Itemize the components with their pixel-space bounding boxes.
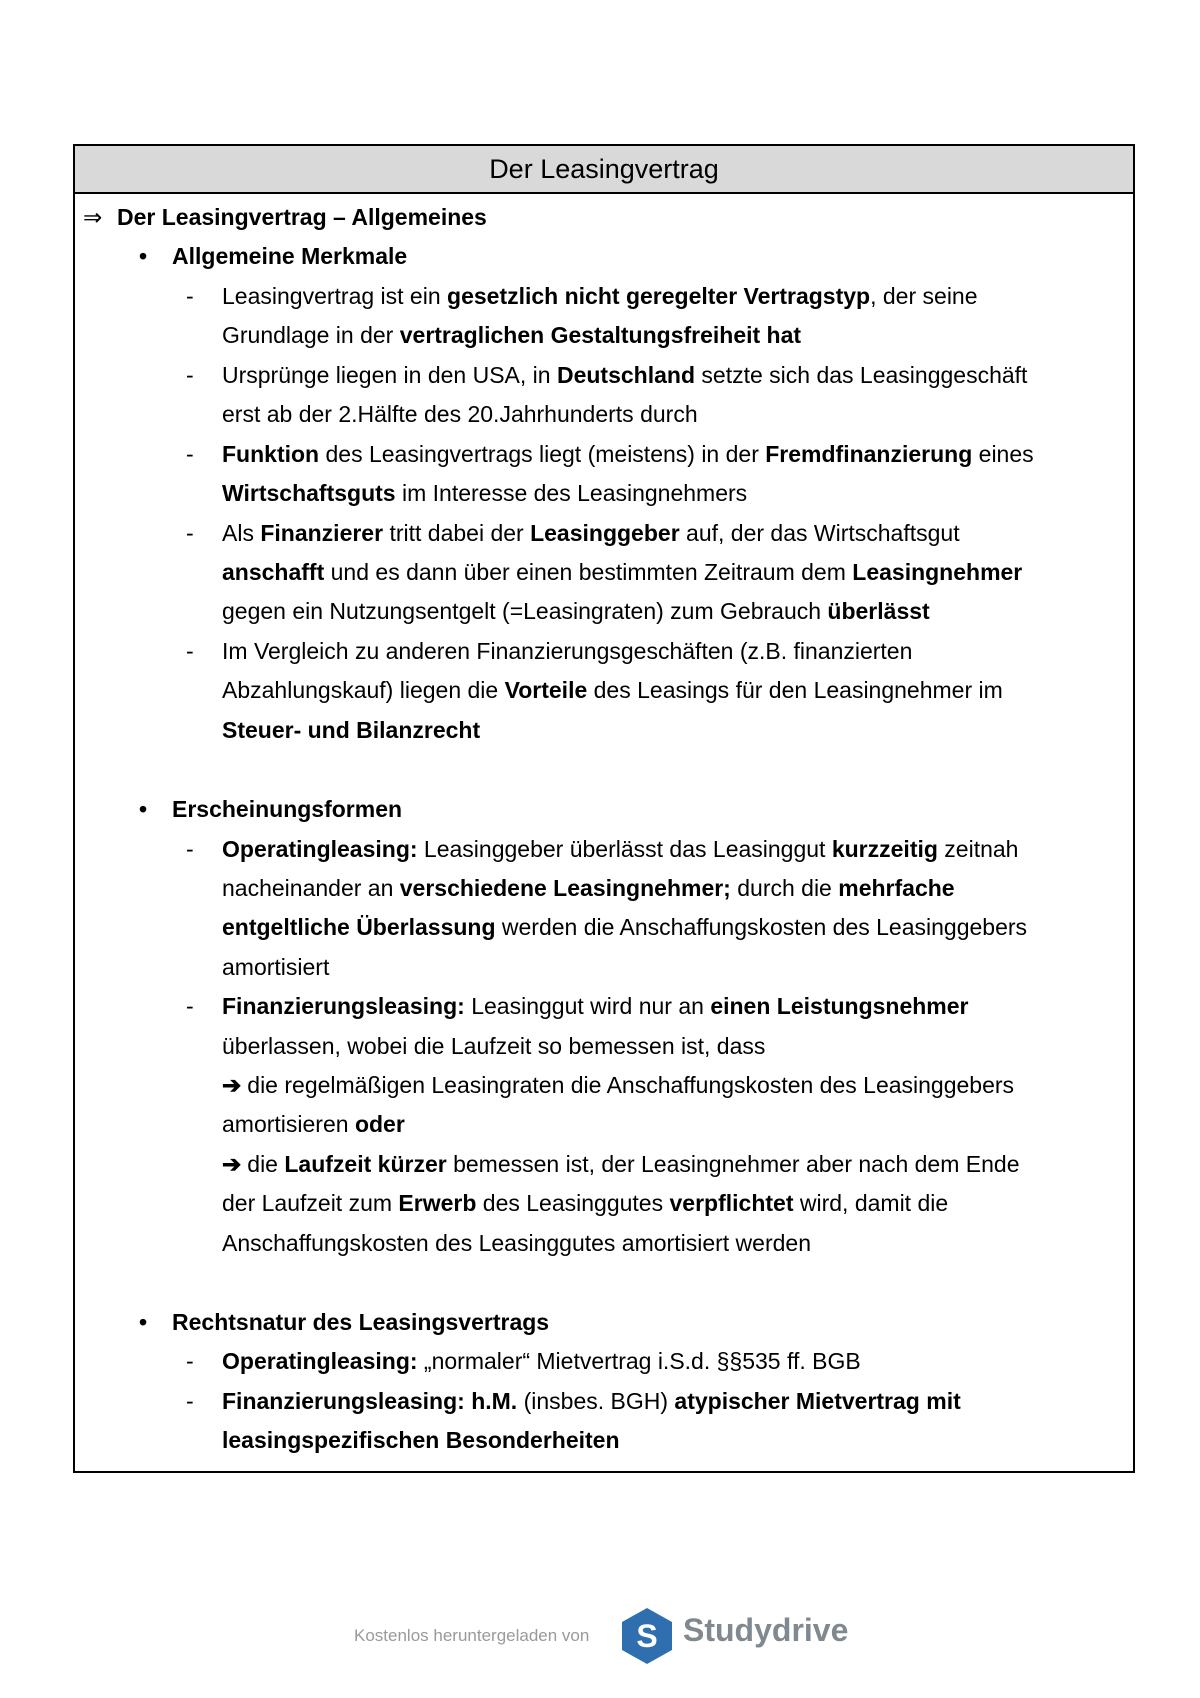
dash-icon: - <box>186 362 194 388</box>
logo-letter: S <box>636 1618 658 1654</box>
text-line: amortisieren oder <box>222 1111 405 1137</box>
dash-icon: - <box>186 1388 194 1414</box>
text-line: Abzahlungskauf) liegen die Vorteile des Leasings für den Leasingnehmer im <box>222 677 1003 703</box>
dash-icon: - <box>186 993 194 1019</box>
text-line: überlassen, wobei die Laufzeit so bemessen ist, dass <box>222 1033 766 1059</box>
dash-icon: - <box>186 1348 194 1374</box>
text-line: Operatingleasing: Leasinggeber überlässt das Leasinggut kurzzeitig zeitnah <box>222 836 1019 862</box>
text-line: Ursprünge liegen in den USA, in Deutschland setzte sich das Leasinggeschäft <box>222 362 1028 388</box>
bullet-heading: Allgemeine Merkmale <box>172 243 408 269</box>
text-line: Leasingvertrag ist ein gesetzlich nicht geregelter Vertragstyp, der seine <box>222 283 978 309</box>
text-line: amortisiert <box>222 954 330 980</box>
bullet-icon: • <box>139 796 148 822</box>
text-line: der Laufzeit zum Erwerb des Leasinggutes verpflichtet wird, damit die <box>222 1190 949 1216</box>
text-line: Steuer- und Bilanzrecht <box>222 717 481 743</box>
text-line: leasingspezifischen Besonderheiten <box>222 1427 620 1453</box>
dash-icon: - <box>186 836 194 862</box>
footer-text: Kostenlos heruntergeladen von <box>354 1626 590 1645</box>
studydrive-logo-icon <box>617 1606 677 1666</box>
text-line: Funktion des Leasingvertrags liegt (meistens) in der Fremdfinanzierung eines <box>222 441 1034 467</box>
text-line: Wirtschaftsguts im Interesse des Leasingnehmers <box>222 480 748 506</box>
section-arrow-icon: ⇒ <box>83 204 103 230</box>
bullet-forms <box>139 790 1133 830</box>
bullet-heading: Rechtsnatur des Leasingsvertrags <box>172 1309 550 1335</box>
section-heading <box>83 198 1133 238</box>
text-line: ➔ die Laufzeit kürzer bemessen ist, der Leasingnehmer aber nach dem Ende <box>222 1145 1133 1185</box>
text-line: Grundlage in der vertraglichen Gestaltungsfreiheit hat <box>222 322 802 348</box>
text-line: erst ab der 2.Hälfte des 20.Jahrhunderts durch <box>222 401 698 427</box>
bullet-icon: • <box>139 243 148 269</box>
dash-icon: - <box>186 441 194 467</box>
dash-icon: - <box>186 520 194 546</box>
text-line: Anschaffungskosten des Leasinggutes amortisiert werden <box>222 1230 811 1256</box>
document-box <box>73 144 1135 1473</box>
text-line: nacheinander an verschiedene Leasingnehmer; durch die mehrfache <box>222 875 955 901</box>
text-line: ➔ die regelmäßigen Leasingraten die Anschaffungskosten des Leasinggebers <box>222 1066 1133 1106</box>
text-line: anschafft und es dann über einen bestimmten Zeitraum dem Leasingnehmer <box>222 559 1023 585</box>
dash-icon: - <box>186 638 194 664</box>
right-arrow-icon: ➔ <box>222 1151 242 1177</box>
bullet-general-features <box>139 237 1133 277</box>
text-line: gegen ein Nutzungsentgelt (=Leasingraten) zum Gebrauch überlässt <box>222 598 930 624</box>
text-line: entgeltliche Überlassung werden die Anschaffungskosten des Leasinggebers <box>222 914 1028 940</box>
text-line: Finanzierungsleasing: h.M. (insbes. BGH) atypischer Mietvertrag mit <box>222 1388 961 1414</box>
right-arrow-icon: ➔ <box>222 1072 242 1098</box>
bullet-icon: • <box>139 1309 148 1335</box>
footer <box>0 1606 1200 1666</box>
bullet-heading: Erscheinungsformen <box>172 796 403 822</box>
dash-icon: - <box>186 283 194 309</box>
text-line: Operatingleasing: „normaler“ Mietvertrag i.S.d. §§535 ff. BGB <box>222 1348 861 1374</box>
document-title: Der Leasingvertrag <box>75 146 1133 194</box>
text-line: Finanzierungsleasing: Leasinggut wird nur an einen Leistungsnehmer <box>222 993 969 1019</box>
bullet-legal-nature <box>139 1303 1133 1343</box>
brand-name: Studydrive <box>683 1612 849 1648</box>
section-title: Der Leasingvertrag – Allgemeines <box>117 204 487 230</box>
text-line: Im Vergleich zu anderen Finanzierungsgeschäften (z.B. finanzierten <box>222 638 913 664</box>
text-line: Als Finanzierer tritt dabei der Leasinggeber auf, der das Wirtschaftsgut <box>222 520 960 546</box>
